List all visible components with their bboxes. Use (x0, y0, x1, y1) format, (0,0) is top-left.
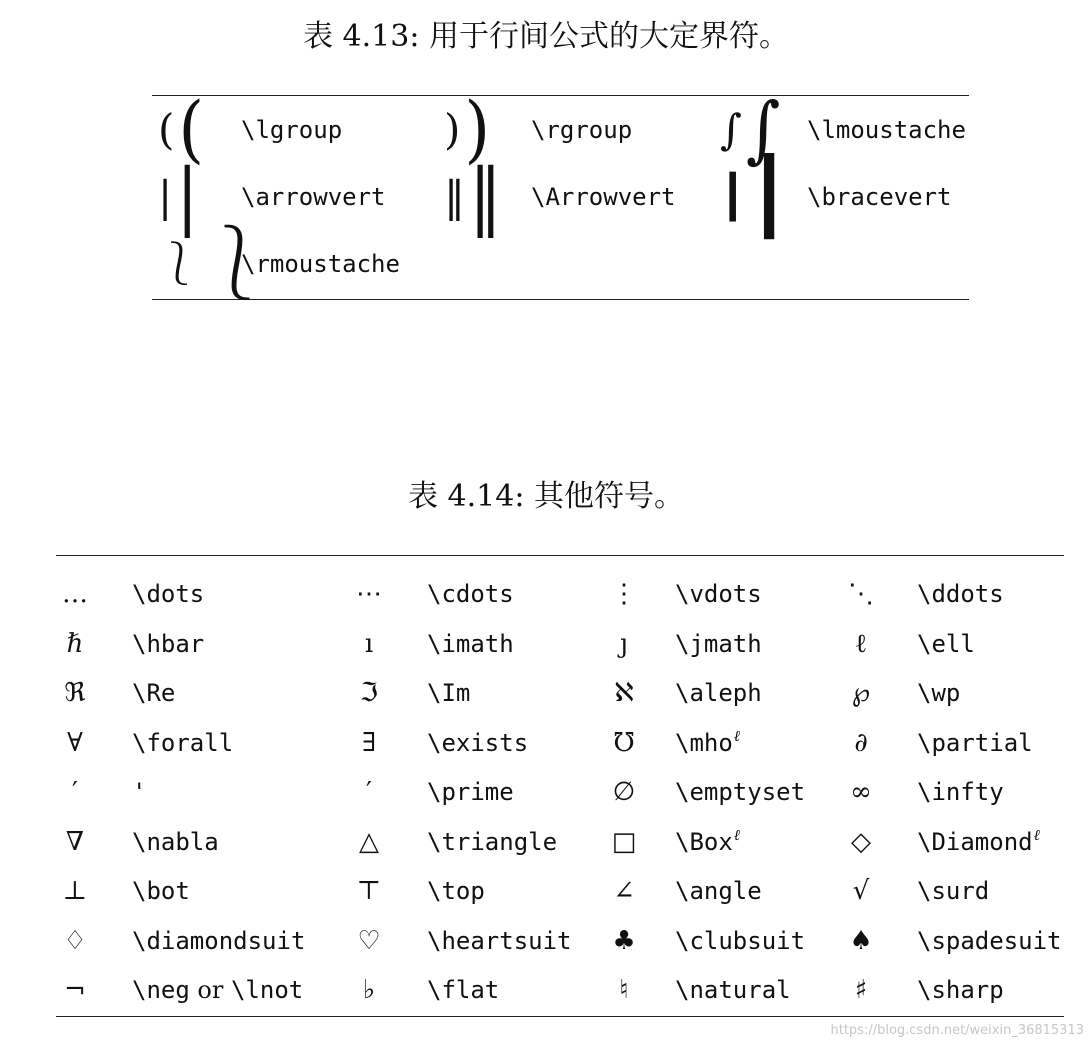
symbol-command (917, 681, 960, 705)
command-text: \bot (132, 877, 190, 905)
delimiter-command: \arrowvert (241, 183, 386, 211)
command-text: \exists (427, 728, 529, 757)
watermark: https://blog.csdn.net/weixin_36815313 (830, 1023, 1084, 1038)
math-symbol: ′ (72, 777, 78, 807)
math-symbol: ♢ (63, 925, 87, 956)
math-symbol: ♣ (612, 925, 636, 956)
command-text: \partial (917, 728, 1033, 757)
math-symbol: ♠ (849, 925, 873, 956)
table-4-13-top-rule (152, 95, 969, 96)
math-symbol: ℓ (854, 628, 868, 659)
symbol-command (427, 681, 470, 705)
delimiter-small: | (158, 172, 173, 221)
command-text: \flat (427, 976, 500, 1004)
symbol-command (132, 629, 205, 658)
math-symbol: □ (611, 826, 637, 857)
symbol-command (917, 728, 1033, 757)
command-text: \spadesuit (917, 926, 1062, 955)
math-symbol: … (62, 579, 88, 609)
delimiter-small: ⎱ (158, 239, 201, 288)
delimiter-small: ┃ (720, 172, 746, 221)
symbol-command (132, 728, 234, 757)
delimiter-command: \bracevert (807, 183, 952, 211)
delimiter-big: ‖ (469, 154, 502, 239)
table-4-14-caption: 表 4.14: 其他符号。 (408, 479, 684, 514)
symbol-command (427, 926, 572, 955)
command-text: \top (427, 877, 485, 905)
command-text: \mho (675, 728, 733, 757)
math-symbol: ı (364, 628, 374, 659)
superscript-marker: ℓ (733, 825, 741, 844)
connector-text: or (189, 976, 231, 1004)
math-symbol: ∂ (854, 727, 868, 758)
delimiter-small: ( (158, 105, 175, 154)
math-symbol: ℘ (851, 678, 871, 708)
symbol-command (427, 629, 514, 658)
symbol-command (917, 879, 989, 903)
symbol-command (427, 728, 529, 757)
symbol-command (132, 780, 146, 804)
symbol-command (675, 629, 762, 658)
math-symbol: ∇ (65, 826, 85, 857)
math-symbol: ℧ (613, 727, 635, 758)
math-symbol: ∃ (361, 727, 377, 758)
command-text: \sharp (917, 976, 1004, 1004)
command-text: \aleph (675, 679, 762, 707)
symbol-command (132, 827, 219, 856)
symbol-command (917, 582, 1004, 606)
math-symbol: ⊤ (356, 876, 382, 906)
math-symbol: ⋯ (356, 579, 382, 609)
command-text: \Im (427, 679, 471, 707)
command-text: \hbar (132, 629, 205, 658)
command-text: \ell (917, 629, 975, 658)
symbol-command (675, 681, 762, 705)
math-symbol: ⊥ (62, 876, 88, 906)
command-text: \wp (917, 679, 961, 707)
command-text: \ddots (917, 580, 1004, 608)
math-symbol: ℵ (614, 678, 634, 708)
math-symbol: ⋱ (848, 579, 874, 609)
delimiter-command: \lgroup (241, 116, 343, 144)
large-delimiter-symbol (158, 154, 199, 239)
delimiter-big: ⎱ (204, 221, 271, 306)
symbol-command (917, 825, 1040, 856)
symbol-command (675, 978, 791, 1002)
command-text: \natural (675, 976, 791, 1004)
symbol-command (675, 780, 805, 804)
superscript-marker: ℓ (1033, 825, 1040, 844)
symbol-command (917, 978, 1004, 1002)
large-delimiter-symbol (720, 154, 790, 239)
delimiter-command: \Arrowvert (531, 183, 676, 211)
math-symbol: ♡ (357, 925, 381, 956)
delimiter-big: ( (178, 87, 205, 172)
table-4-13-bottom-rule (152, 299, 969, 300)
table-4-13-caption: 表 4.13: 用于行间公式的大定界符。 (303, 19, 789, 54)
delimiter-big: | (176, 154, 199, 239)
math-symbol: ∅ (612, 777, 636, 807)
large-delimiter-symbol (444, 154, 502, 239)
symbol-command (675, 582, 762, 606)
command-text: \cdots (427, 580, 514, 608)
math-symbol: ◇ (851, 826, 871, 857)
delimiter-command: \rmoustache (241, 250, 400, 278)
math-symbol: ℏ (66, 628, 84, 659)
symbol-command (132, 879, 190, 903)
symbol-command (917, 629, 975, 658)
symbol-command (427, 780, 514, 804)
symbol-command (132, 978, 303, 1002)
delimiter-big: ∫ (745, 87, 781, 172)
delimiter-small: ‖ (444, 172, 465, 221)
symbol-command (917, 780, 1004, 804)
symbol-command (917, 926, 1062, 955)
command-text: \dots (132, 580, 205, 608)
command-text: \Box (675, 827, 733, 856)
command-text: \nabla (132, 827, 219, 856)
alternate-command-text: \lnot (230, 976, 304, 1004)
symbol-command (675, 825, 741, 856)
command-text: \imath (427, 629, 514, 658)
command-text: \clubsuit (675, 926, 806, 955)
table-4-14-bottom-rule (56, 1016, 1064, 1017)
delimiter-command: \rgroup (531, 116, 633, 144)
command-text: \surd (917, 877, 990, 905)
math-symbol: ¬ (64, 975, 86, 1005)
math-symbol: △ (359, 826, 379, 857)
table-4-14-top-rule (56, 555, 1064, 556)
command-text: \Re (132, 679, 176, 707)
delimiter-big: ) (464, 87, 491, 172)
symbol-command (132, 681, 175, 705)
symbol-command (675, 879, 762, 903)
math-symbol: ♭ (362, 975, 376, 1005)
delimiter-big: ┃ (749, 154, 790, 239)
command-text: \jmath (675, 629, 762, 658)
math-symbol: ȷ (619, 628, 629, 659)
symbol-command (675, 926, 806, 955)
delimiter-small: ) (444, 105, 461, 154)
symbol-command (427, 978, 499, 1002)
command-text: \neg (132, 976, 190, 1004)
command-text: \angle (675, 877, 762, 905)
command-text: \triangle (427, 827, 558, 856)
math-symbol: √ (852, 876, 870, 906)
math-symbol: ℜ (64, 678, 86, 708)
command-text: \infty (917, 778, 1004, 806)
delimiter-small: ∫ (720, 105, 742, 154)
math-symbol: ℑ (359, 678, 379, 708)
command-text: \emptyset (675, 778, 806, 806)
symbol-command (427, 879, 485, 903)
symbol-command (132, 582, 204, 606)
math-symbol: ∀ (67, 727, 83, 758)
math-symbol: ⋮ (611, 579, 637, 609)
command-text: \prime (427, 778, 514, 806)
math-symbol: ∠ (613, 876, 635, 906)
math-symbol: ∞ (850, 777, 872, 807)
command-text: \heartsuit (427, 926, 572, 955)
symbol-command (427, 827, 558, 856)
command-text: ' (132, 778, 147, 806)
math-symbol: ♮ (619, 975, 629, 1005)
command-text: \Diamond (917, 827, 1033, 856)
math-symbol: ♯ (854, 975, 868, 1005)
math-symbol: ′ (366, 777, 372, 807)
symbol-command (675, 726, 741, 757)
symbol-command (132, 926, 306, 955)
delimiter-command: \lmoustache (807, 116, 966, 144)
command-text: \vdots (675, 580, 762, 608)
command-text: \forall (132, 728, 234, 757)
symbol-command (427, 582, 514, 606)
superscript-marker: ℓ (733, 726, 741, 745)
command-text: \diamondsuit (132, 926, 306, 955)
